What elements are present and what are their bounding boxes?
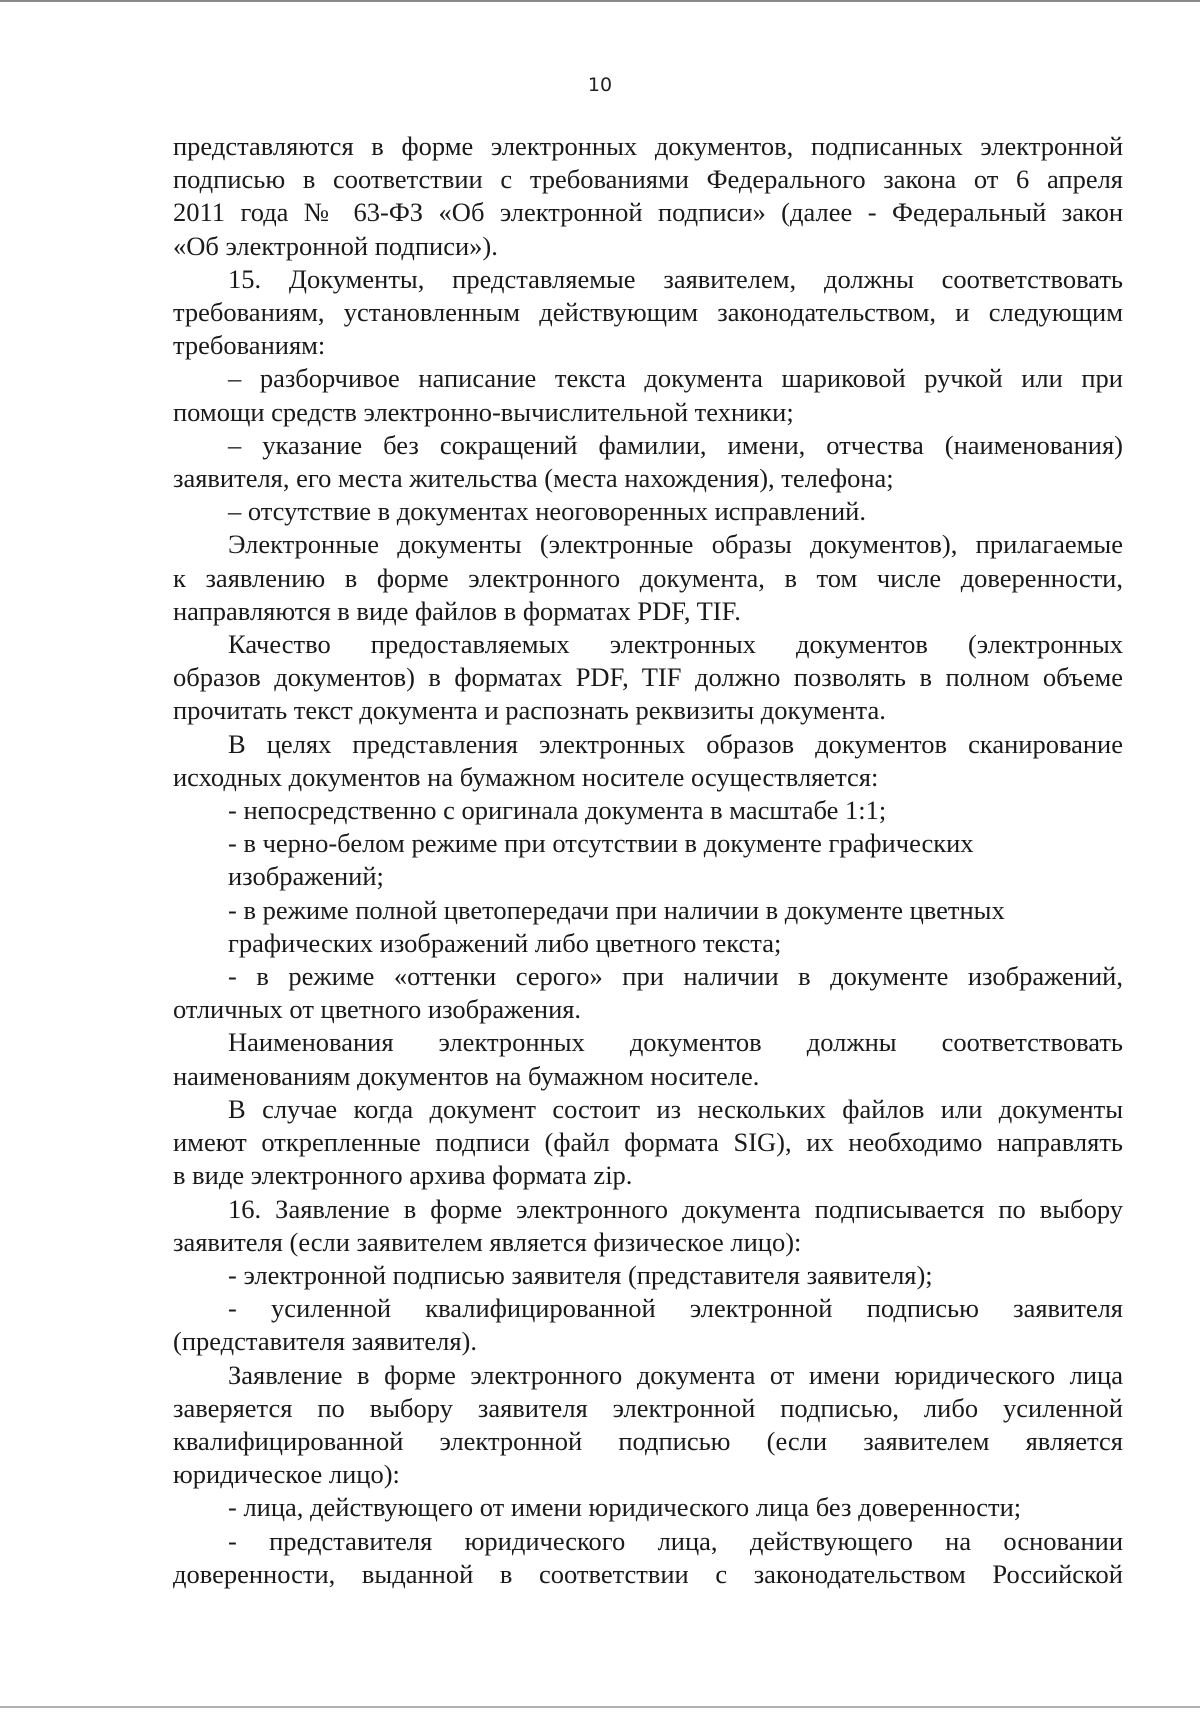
text-line: - усиленной квалифицированной электронной подписью заявителя [228,1293,1123,1324]
text-line: – указание без сокращений фамилии, имени, отчества (наименования) [228,429,1123,460]
text-line: подписью в соответствии с требованиями Федерального закона от 6 апреля [173,164,1123,195]
text-line: Заявление в форме электронного документа от имени юридического лица [228,1359,1123,1390]
text-line: - в режиме полной цветопередачи при наличии в документе цветных [228,894,1005,925]
text-line: – разборчивое написание текста документа шариковой ручкой или при [228,363,1123,394]
text-line: (представителя заявителя). [173,1326,477,1357]
text-line: - представителя юридического лица, действующего на основании [228,1525,1123,1556]
text-line: заявителя, его места жительства (места нахождения), телефона; [173,463,894,494]
text-line: - в черно-белом режиме при отсутствии в документе графических [228,828,974,859]
text-line: представляются в форме электронных документов, подписанных электронной [173,131,1123,161]
document-body [173,130,1123,1591]
text-line: квалифицированной электронной подписью (если заявителем является [173,1425,1123,1456]
text-line: отличных от цветного изображения. [173,994,582,1025]
text-line: наименованиям документов на бумажном носителе. [173,1060,760,1091]
text-line: - лица, действующего от имени юридического лица без доверенности; [228,1492,1022,1523]
text-line: в виде электронного архива формата zip. [173,1160,633,1191]
text-line: заявителя (если заявителем является физическое лицо): [173,1226,802,1257]
text-line: образов документов) в форматах PDF, TIF должно позволять в полном объеме [173,662,1123,693]
text-line: – отсутствие в документах неоговоренных исправлений. [228,496,866,527]
text-line: - в режиме «оттенки серого» при наличии в документе изображений, [228,961,1123,992]
text-line: В случае когда документ состоит из нескольких файлов или документы [228,1093,1123,1124]
text-line: доверенности, выданной в соответствии с законодательством Российской [173,1558,1123,1589]
text-line: к заявлению в форме электронного документа, в том числе доверенности, [173,562,1123,593]
text-line: 16. Заявление в форме электронного документа подписывается по выбору [228,1193,1123,1224]
page-number: 10 [587,74,613,96]
text-line: юридическое лицо): [173,1459,400,1490]
text-line: Качество предоставляемых электронных документов (электронных [228,629,1123,660]
text-line: Наименования электронных документов должны соответствовать [228,1027,1123,1058]
text-line: - электронной подписью заявителя (представителя заявителя); [228,1259,933,1290]
text-line: 15. Документы, представляемые заявителем, должны соответствовать [228,263,1123,294]
text-line: прочитать текст документа и распознать реквизиты документа. [173,695,886,726]
text-line: требованиям: [173,330,326,361]
text-line: требованиям, установленным действующим законодательством, и следующим [173,297,1123,328]
text-line: графических изображений либо цветного текста; [228,927,782,958]
text-line: 2011 года № 63-ФЗ «Об электронной подписи» (далее - Федеральный закон [173,197,1123,228]
text-line: помощи средств электронно-вычислительной техники; [173,396,794,427]
text-line: - непосредственно с оригинала документа в масштабе 1:1; [228,795,887,826]
page-top-edge [0,0,1200,2]
text-line: изображений; [228,861,384,892]
text-line: заверяется по выбору заявителя электронной подписью, либо усиленной [173,1392,1123,1423]
text-line: имеют открепленные подписи (файл формата SIG), их необходимо направлять [173,1127,1123,1158]
text-line: В целях представления электронных образов документов сканирование [228,728,1123,759]
text-line: «Об электронной подписи»). [173,230,498,261]
page-bottom-edge [0,1706,1200,1708]
text-line: направляются в виде файлов в форматах PDF, TIF. [173,595,741,626]
text-line: Электронные документы (электронные образы документов), прилагаемые [228,529,1123,560]
text-line: исходных документов на бумажном носителе осуществляется: [173,761,879,792]
